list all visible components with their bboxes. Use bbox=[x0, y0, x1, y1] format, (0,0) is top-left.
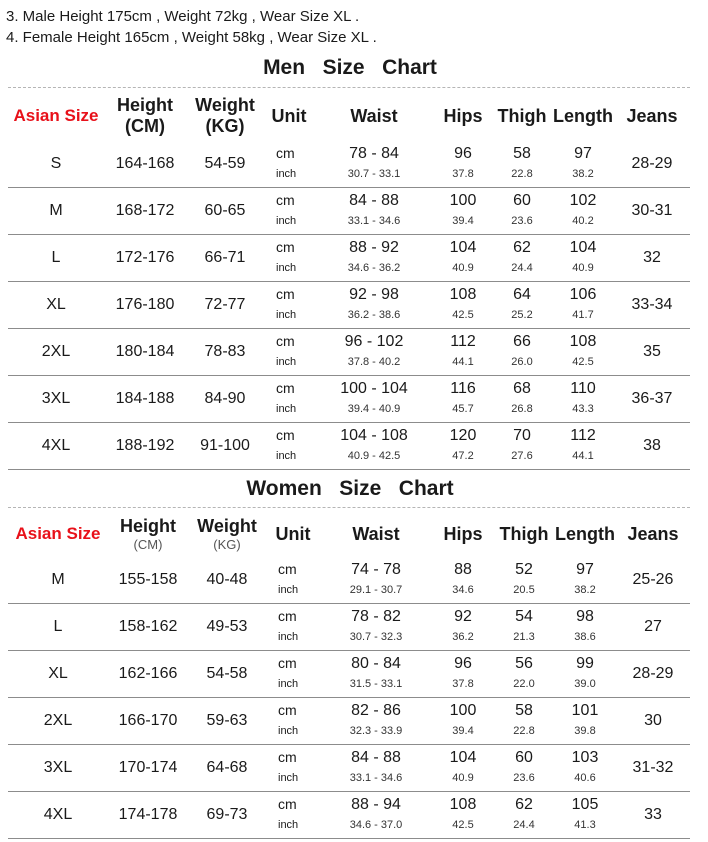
header-weight bbox=[188, 511, 266, 557]
hips-cell bbox=[432, 745, 494, 792]
men-title-divider bbox=[8, 87, 690, 88]
length-cell-cm: 106 bbox=[569, 286, 597, 303]
waist-cell bbox=[320, 698, 432, 745]
length-cell bbox=[552, 282, 614, 329]
hips-cell-inch: 44.1 bbox=[452, 356, 474, 368]
length-cell bbox=[554, 557, 616, 604]
waist-cell-cm: 100 - 104 bbox=[340, 380, 408, 397]
table-row bbox=[8, 557, 690, 604]
thigh-cell-cm: 64 bbox=[513, 286, 531, 303]
waist-cell-cm: 84 - 88 bbox=[351, 749, 401, 766]
table-row bbox=[8, 376, 690, 423]
women-chart-title: Women Size Chart bbox=[246, 477, 454, 500]
unit-inch: inch bbox=[276, 215, 297, 227]
unit-cm: cm bbox=[276, 380, 295, 396]
weight-cell: 84-90 bbox=[186, 376, 264, 423]
women-header-row bbox=[8, 511, 690, 557]
men-chart-title: Men Size Chart bbox=[263, 56, 437, 79]
hips-cell bbox=[434, 423, 492, 470]
hips-cell bbox=[434, 235, 492, 282]
table-row bbox=[8, 423, 690, 470]
length-cell-cm: 97 bbox=[574, 145, 592, 162]
table-row bbox=[8, 792, 690, 839]
size-cell: 4XL bbox=[8, 423, 104, 470]
length-cell-cm: 105 bbox=[571, 796, 599, 813]
jeans-cell: 27 bbox=[616, 604, 690, 651]
unit-cm: cm bbox=[276, 239, 295, 255]
length-cell-inch: 44.1 bbox=[572, 450, 594, 462]
note-male: 3. Male Height 175cm , Weight 72kg , Wear Size XL . bbox=[6, 8, 360, 25]
waist-cell-cm: 82 - 86 bbox=[351, 702, 401, 719]
table-row bbox=[8, 698, 690, 745]
header-hips: Hips bbox=[443, 523, 483, 544]
header-jeans: Jeans bbox=[626, 105, 678, 126]
header-unit: Unit bbox=[271, 105, 307, 126]
waist-cell-cm: 78 - 82 bbox=[351, 608, 401, 625]
size-cell: 3XL bbox=[8, 745, 108, 792]
length-cell bbox=[554, 698, 616, 745]
length-cell-cm: 99 bbox=[576, 655, 594, 672]
table-row bbox=[8, 604, 690, 651]
unit-cm: cm bbox=[276, 333, 295, 349]
length-cell-cm: 110 bbox=[570, 380, 596, 397]
waist-cell bbox=[320, 745, 432, 792]
length-cell-inch: 41.3 bbox=[574, 819, 596, 831]
height-cell: 176-180 bbox=[104, 282, 186, 329]
length-cell-cm: 112 bbox=[570, 427, 596, 444]
jeans-cell: 31-32 bbox=[616, 745, 690, 792]
jeans-cell: 33-34 bbox=[614, 282, 690, 329]
header-thigh: Thigh bbox=[497, 105, 547, 126]
length-cell-cm: 101 bbox=[571, 702, 599, 719]
waist-cell-cm: 88 - 92 bbox=[349, 239, 399, 256]
thigh-cell-cm: 52 bbox=[515, 561, 533, 578]
waist-cell-cm: 80 - 84 bbox=[351, 655, 401, 672]
size-cell: M bbox=[8, 557, 108, 604]
jeans-cell: 38 bbox=[614, 423, 690, 470]
thigh-cell-inch: 27.6 bbox=[511, 450, 533, 462]
length-cell-inch: 38.2 bbox=[572, 168, 594, 180]
size-cell: 3XL bbox=[8, 376, 104, 423]
hips-cell-inch: 42.5 bbox=[452, 819, 474, 831]
header-weight-unit: (KG) bbox=[213, 537, 241, 552]
hips-cell-cm: 92 bbox=[454, 608, 472, 625]
men-header-row bbox=[8, 91, 690, 141]
thigh-cell-cm: 58 bbox=[515, 702, 533, 719]
waist-cell-cm: 88 - 94 bbox=[351, 796, 401, 813]
length-cell-cm: 103 bbox=[571, 749, 599, 766]
waist-cell-inch: 32.3 - 33.9 bbox=[349, 725, 403, 737]
height-cell: 170-174 bbox=[108, 745, 188, 792]
length-cell-inch: 38.6 bbox=[574, 631, 596, 643]
unit-cm: cm bbox=[278, 796, 297, 812]
unit-cell bbox=[264, 282, 314, 329]
header-asian-size: Asian Size bbox=[15, 524, 101, 543]
size-cell: L bbox=[8, 235, 104, 282]
thigh-cell bbox=[492, 141, 552, 188]
note-female: 4. Female Height 165cm , Weight 58kg , Wear Size XL . bbox=[6, 29, 377, 46]
unit-inch: inch bbox=[278, 584, 299, 596]
unit-cm: cm bbox=[276, 192, 295, 208]
length-cell bbox=[554, 651, 616, 698]
length-cell-inch: 40.2 bbox=[572, 215, 594, 227]
hips-cell bbox=[432, 698, 494, 745]
length-cell-cm: 102 bbox=[569, 192, 597, 209]
header-length: Length bbox=[555, 523, 615, 544]
header-unit: Unit bbox=[275, 523, 311, 544]
unit-cell bbox=[266, 698, 320, 745]
height-cell: 162-166 bbox=[108, 651, 188, 698]
thigh-cell-cm: 68 bbox=[513, 380, 531, 397]
hips-cell-cm: 108 bbox=[449, 286, 477, 303]
length-cell-inch: 41.7 bbox=[572, 309, 594, 321]
thigh-cell-cm: 60 bbox=[515, 749, 533, 766]
unit-cell bbox=[264, 141, 314, 188]
hips-cell bbox=[434, 282, 492, 329]
weight-cell: 64-68 bbox=[188, 745, 266, 792]
hips-cell bbox=[432, 792, 494, 839]
table-row bbox=[8, 745, 690, 792]
length-cell-inch: 40.6 bbox=[574, 772, 596, 784]
thigh-cell bbox=[492, 235, 552, 282]
thigh-cell bbox=[492, 282, 552, 329]
thigh-cell bbox=[492, 329, 552, 376]
hips-cell-cm: 96 bbox=[454, 145, 472, 162]
thigh-cell-inch: 22.0 bbox=[513, 678, 535, 690]
waist-cell-cm: 78 - 84 bbox=[349, 145, 399, 162]
header-length: Length bbox=[553, 105, 613, 126]
thigh-cell bbox=[494, 651, 554, 698]
thigh-cell-inch: 24.4 bbox=[513, 819, 535, 831]
length-cell bbox=[552, 141, 614, 188]
weight-cell: 72-77 bbox=[186, 282, 264, 329]
waist-cell-inch: 36.2 - 38.6 bbox=[347, 309, 401, 321]
unit-inch: inch bbox=[276, 262, 297, 274]
unit-cell bbox=[264, 188, 314, 235]
unit-inch: inch bbox=[278, 725, 299, 737]
hips-cell bbox=[434, 329, 492, 376]
length-cell bbox=[552, 423, 614, 470]
unit-cell bbox=[264, 423, 314, 470]
unit-cell bbox=[266, 745, 320, 792]
size-cell: S bbox=[8, 141, 104, 188]
waist-cell-inch: 31.5 - 33.1 bbox=[349, 678, 403, 690]
height-cell: 168-172 bbox=[104, 188, 186, 235]
waist-cell-cm: 96 - 102 bbox=[344, 333, 404, 350]
header-weight-label: Weight bbox=[195, 95, 255, 115]
unit-inch: inch bbox=[276, 309, 297, 321]
unit-inch: inch bbox=[278, 631, 299, 643]
hips-cell-inch: 47.2 bbox=[452, 450, 474, 462]
hips-cell-cm: 116 bbox=[450, 380, 476, 397]
waist-cell bbox=[320, 604, 432, 651]
weight-cell: 91-100 bbox=[186, 423, 264, 470]
hips-cell-cm: 96 bbox=[454, 655, 472, 672]
length-cell bbox=[552, 235, 614, 282]
unit-inch: inch bbox=[278, 678, 299, 690]
hips-cell-cm: 120 bbox=[449, 427, 477, 444]
thigh-cell bbox=[494, 698, 554, 745]
waist-cell bbox=[314, 329, 434, 376]
thigh-cell-cm: 62 bbox=[515, 796, 533, 813]
unit-cell bbox=[266, 557, 320, 604]
unit-inch: inch bbox=[276, 403, 297, 415]
hips-cell-inch: 39.4 bbox=[452, 215, 474, 227]
unit-inch: inch bbox=[276, 356, 297, 368]
unit-cm: cm bbox=[278, 561, 297, 577]
jeans-cell: 32 bbox=[614, 235, 690, 282]
height-cell: 180-184 bbox=[104, 329, 186, 376]
length-cell-inch: 43.3 bbox=[572, 403, 594, 415]
jeans-cell: 30 bbox=[616, 698, 690, 745]
table-row bbox=[8, 188, 690, 235]
size-cell: XL bbox=[8, 651, 108, 698]
size-cell: 2XL bbox=[8, 329, 104, 376]
waist-cell-cm: 74 - 78 bbox=[351, 561, 401, 578]
header-height-label: Height bbox=[120, 516, 176, 536]
size-cell: L bbox=[8, 604, 108, 651]
women-size-table bbox=[8, 511, 690, 839]
hips-cell-inch: 39.4 bbox=[452, 725, 474, 737]
length-cell bbox=[554, 745, 616, 792]
thigh-cell-inch: 22.8 bbox=[511, 168, 533, 180]
weight-cell: 59-63 bbox=[188, 698, 266, 745]
length-cell-inch: 42.5 bbox=[572, 356, 594, 368]
hips-cell-inch: 40.9 bbox=[452, 262, 474, 274]
jeans-cell: 25-26 bbox=[616, 557, 690, 604]
thigh-cell bbox=[492, 376, 552, 423]
table-row bbox=[8, 282, 690, 329]
thigh-cell-cm: 58 bbox=[513, 145, 531, 162]
waist-cell bbox=[314, 235, 434, 282]
thigh-cell-inch: 20.5 bbox=[513, 584, 535, 596]
weight-cell: 78-83 bbox=[186, 329, 264, 376]
header-waist: Waist bbox=[350, 105, 398, 126]
length-cell-cm: 104 bbox=[569, 239, 597, 256]
table-row bbox=[8, 141, 690, 188]
waist-cell-inch: 40.9 - 42.5 bbox=[347, 450, 401, 462]
hips-cell-cm: 112 bbox=[450, 333, 476, 350]
weight-cell: 54-59 bbox=[186, 141, 264, 188]
jeans-cell: 30-31 bbox=[614, 188, 690, 235]
length-cell-inch: 39.0 bbox=[574, 678, 596, 690]
hips-cell-inch: 34.6 bbox=[452, 584, 474, 596]
height-cell: 174-178 bbox=[108, 792, 188, 839]
unit-cell bbox=[266, 792, 320, 839]
header-height bbox=[104, 91, 186, 141]
unit-inch: inch bbox=[278, 772, 299, 784]
waist-cell bbox=[314, 282, 434, 329]
hips-cell-inch: 37.8 bbox=[452, 168, 474, 180]
thigh-cell-inch: 23.6 bbox=[511, 215, 533, 227]
thigh-cell-cm: 70 bbox=[513, 427, 531, 444]
unit-cm: cm bbox=[278, 608, 297, 624]
thigh-cell-inch: 21.3 bbox=[513, 631, 535, 643]
table-row bbox=[8, 329, 690, 376]
unit-cm: cm bbox=[278, 749, 297, 765]
thigh-cell bbox=[494, 557, 554, 604]
length-cell-cm: 97 bbox=[576, 561, 594, 578]
waist-cell-inch: 34.6 - 37.0 bbox=[349, 819, 403, 831]
waist-cell bbox=[314, 423, 434, 470]
hips-cell bbox=[434, 188, 492, 235]
waist-cell-inch: 33.1 - 34.6 bbox=[349, 772, 403, 784]
jeans-cell: 28-29 bbox=[616, 651, 690, 698]
length-cell bbox=[552, 329, 614, 376]
length-cell-cm: 108 bbox=[569, 333, 597, 350]
waist-cell-cm: 104 - 108 bbox=[340, 427, 408, 444]
thigh-cell-inch: 26.0 bbox=[511, 356, 533, 368]
unit-inch: inch bbox=[278, 819, 299, 831]
header-height-unit: (CM) bbox=[133, 537, 163, 552]
waist-cell bbox=[314, 141, 434, 188]
header-jeans: Jeans bbox=[627, 523, 679, 544]
length-cell-cm: 98 bbox=[576, 608, 594, 625]
hips-cell-cm: 104 bbox=[449, 749, 477, 766]
hips-cell-inch: 45.7 bbox=[452, 403, 474, 415]
thigh-cell-inch: 24.4 bbox=[511, 262, 533, 274]
header-waist: Waist bbox=[352, 523, 400, 544]
length-cell-inch: 38.2 bbox=[574, 584, 596, 596]
women-title-divider bbox=[8, 507, 690, 508]
height-cell: 164-168 bbox=[104, 141, 186, 188]
length-cell bbox=[554, 792, 616, 839]
length-cell bbox=[552, 376, 614, 423]
weight-cell: 40-48 bbox=[188, 557, 266, 604]
height-cell: 188-192 bbox=[104, 423, 186, 470]
thigh-cell-cm: 56 bbox=[515, 655, 533, 672]
weight-cell: 66-71 bbox=[186, 235, 264, 282]
header-asian-size: Asian Size bbox=[13, 106, 99, 125]
thigh-cell bbox=[494, 745, 554, 792]
hips-cell bbox=[434, 141, 492, 188]
hips-cell-cm: 108 bbox=[449, 796, 477, 813]
header-weight bbox=[186, 91, 264, 141]
unit-inch: inch bbox=[276, 450, 297, 462]
men-size-table bbox=[8, 91, 690, 470]
waist-cell bbox=[314, 188, 434, 235]
jeans-cell: 33 bbox=[616, 792, 690, 839]
size-cell: 2XL bbox=[8, 698, 108, 745]
height-cell: 172-176 bbox=[104, 235, 186, 282]
length-cell-inch: 39.8 bbox=[574, 725, 596, 737]
hips-cell-cm: 100 bbox=[449, 192, 477, 209]
hips-cell bbox=[432, 651, 494, 698]
unit-inch: inch bbox=[276, 168, 297, 180]
weight-cell: 69-73 bbox=[188, 792, 266, 839]
length-cell bbox=[554, 604, 616, 651]
header-thigh: Thigh bbox=[499, 523, 549, 544]
thigh-cell-inch: 23.6 bbox=[513, 772, 535, 784]
unit-cell bbox=[266, 651, 320, 698]
header-hips: Hips bbox=[443, 105, 483, 126]
waist-cell-cm: 84 - 88 bbox=[349, 192, 399, 209]
hips-cell bbox=[434, 376, 492, 423]
size-notes bbox=[6, 6, 377, 48]
header-weight-unit: (KG) bbox=[205, 116, 245, 136]
size-cell: M bbox=[8, 188, 104, 235]
unit-cm: cm bbox=[278, 655, 297, 671]
height-cell: 166-170 bbox=[108, 698, 188, 745]
height-cell: 155-158 bbox=[108, 557, 188, 604]
waist-cell-inch: 34.6 - 36.2 bbox=[347, 262, 401, 274]
thigh-cell-cm: 66 bbox=[513, 333, 531, 350]
hips-cell-inch: 36.2 bbox=[452, 631, 474, 643]
unit-cm: cm bbox=[276, 427, 295, 443]
thigh-cell bbox=[494, 604, 554, 651]
hips-cell-cm: 100 bbox=[449, 702, 477, 719]
hips-cell-inch: 40.9 bbox=[452, 772, 474, 784]
waist-cell-cm: 92 - 98 bbox=[349, 286, 399, 303]
table-row bbox=[8, 235, 690, 282]
thigh-cell-cm: 62 bbox=[513, 239, 531, 256]
height-cell: 184-188 bbox=[104, 376, 186, 423]
size-cell: XL bbox=[8, 282, 104, 329]
header-weight-label: Weight bbox=[197, 516, 257, 536]
unit-cell bbox=[266, 604, 320, 651]
thigh-cell bbox=[492, 423, 552, 470]
waist-cell bbox=[320, 557, 432, 604]
jeans-cell: 28-29 bbox=[614, 141, 690, 188]
waist-cell-inch: 30.7 - 33.1 bbox=[347, 168, 401, 180]
waist-cell-inch: 33.1 - 34.6 bbox=[347, 215, 401, 227]
jeans-cell: 35 bbox=[614, 329, 690, 376]
thigh-cell bbox=[492, 188, 552, 235]
header-height bbox=[108, 511, 188, 557]
unit-cm: cm bbox=[276, 145, 295, 161]
hips-cell-cm: 104 bbox=[449, 239, 477, 256]
thigh-cell-inch: 25.2 bbox=[511, 309, 533, 321]
waist-cell bbox=[320, 651, 432, 698]
thigh-cell-inch: 22.8 bbox=[513, 725, 535, 737]
hips-cell-inch: 37.8 bbox=[452, 678, 474, 690]
header-height-unit: (CM) bbox=[125, 116, 165, 136]
thigh-cell-cm: 54 bbox=[515, 608, 533, 625]
hips-cell bbox=[432, 557, 494, 604]
hips-cell bbox=[432, 604, 494, 651]
length-cell bbox=[552, 188, 614, 235]
thigh-cell-inch: 26.8 bbox=[511, 403, 533, 415]
weight-cell: 49-53 bbox=[188, 604, 266, 651]
unit-cell bbox=[264, 235, 314, 282]
hips-cell-cm: 88 bbox=[454, 561, 472, 578]
waist-cell-inch: 37.8 - 40.2 bbox=[347, 356, 401, 368]
hips-cell-inch: 42.5 bbox=[452, 309, 474, 321]
height-cell: 158-162 bbox=[108, 604, 188, 651]
size-cell: 4XL bbox=[8, 792, 108, 839]
header-height-label: Height bbox=[117, 95, 173, 115]
jeans-cell: 36-37 bbox=[614, 376, 690, 423]
weight-cell: 60-65 bbox=[186, 188, 264, 235]
waist-cell-inch: 29.1 - 30.7 bbox=[349, 584, 403, 596]
weight-cell: 54-58 bbox=[188, 651, 266, 698]
unit-cell bbox=[264, 329, 314, 376]
table-row bbox=[8, 651, 690, 698]
waist-cell bbox=[320, 792, 432, 839]
thigh-cell bbox=[494, 792, 554, 839]
length-cell-inch: 40.9 bbox=[572, 262, 594, 274]
waist-cell-inch: 39.4 - 40.9 bbox=[347, 403, 401, 415]
unit-cm: cm bbox=[276, 286, 295, 302]
unit-cm: cm bbox=[278, 702, 297, 718]
waist-cell bbox=[314, 376, 434, 423]
unit-cell bbox=[264, 376, 314, 423]
waist-cell-inch: 30.7 - 32.3 bbox=[349, 631, 403, 643]
thigh-cell-cm: 60 bbox=[513, 192, 531, 209]
